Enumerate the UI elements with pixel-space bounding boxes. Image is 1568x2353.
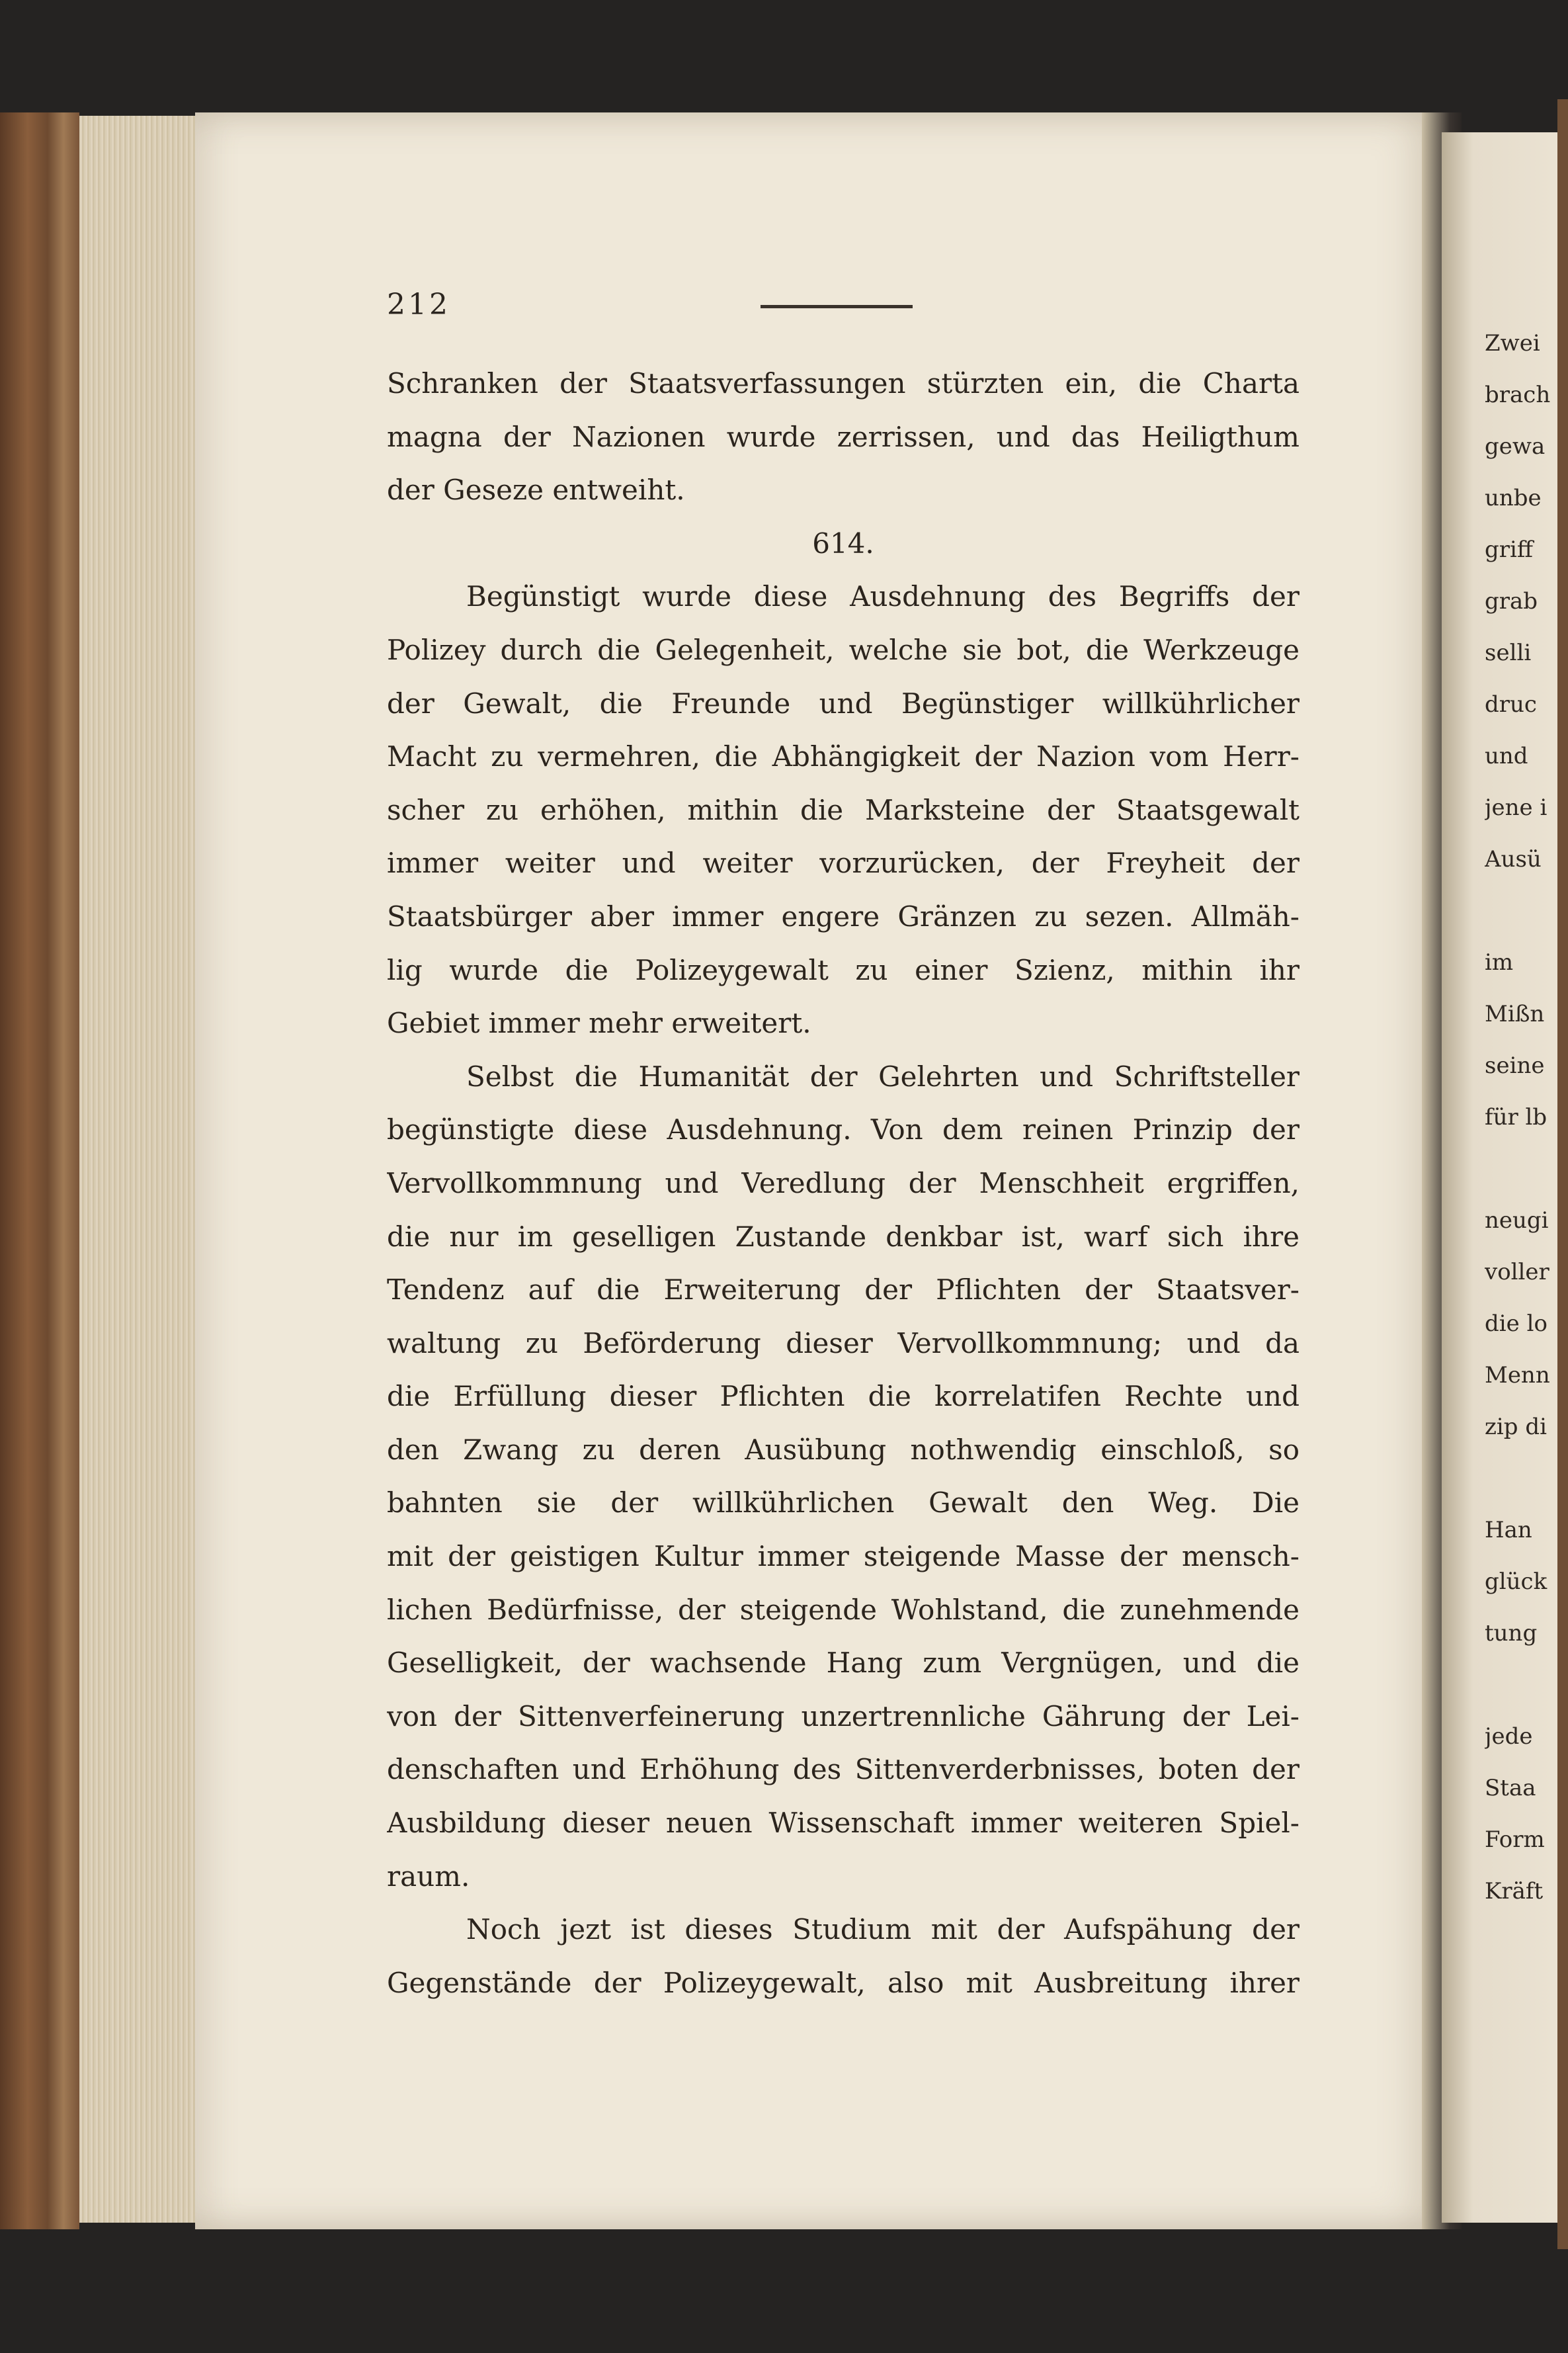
- fragment: [1485, 1453, 1561, 1504]
- text-line: Tendenz auf die Erweiterung der Pflichten der Staatsver-: [387, 1273, 1300, 1306]
- fragment: und: [1485, 743, 1528, 769]
- text-line: Noch jezt ist dieses Studium mit der Aufspähung der: [466, 1913, 1300, 1946]
- fragment: glück: [1485, 1568, 1547, 1595]
- fragment: gewa: [1485, 433, 1546, 460]
- fragment: Han: [1485, 1517, 1532, 1543]
- text-line: der Gewalt, die Freunde und Begünstiger willkührlicher: [387, 687, 1300, 720]
- facing-page-fragments: [1485, 318, 1561, 1917]
- fragment: die lo: [1485, 1310, 1547, 1337]
- text-line: Macht zu vermehren, die Abhängigkeit der Nazion vom Herr-: [387, 740, 1300, 773]
- fragment: Menn: [1485, 1362, 1550, 1389]
- text-line: immer weiter und weiter vorzurücken, der Freyheit der: [387, 847, 1300, 880]
- text-line: Gebiet immer mehr erweitert.: [387, 1007, 811, 1040]
- fragment: grab: [1485, 588, 1538, 615]
- header-rule: [761, 305, 913, 308]
- fragment: für lb: [1485, 1104, 1547, 1131]
- text-line: die nur im geselligen Zustande denkbar ist, warf sich ihre: [387, 1220, 1300, 1253]
- fragment: Zwei: [1485, 330, 1540, 357]
- fragment: druc: [1485, 691, 1537, 718]
- fragment: Staa: [1485, 1775, 1536, 1801]
- text-line: der Geseze entweiht.: [387, 474, 685, 507]
- text-line: Vervollkommnung und Veredlung der Menschheit ergriffen,: [387, 1166, 1300, 1199]
- fragment: selli: [1485, 640, 1532, 666]
- text-line: die Erfüllung dieser Pflichten die korrelatifen Rechte und: [387, 1380, 1300, 1413]
- fragment: jene i: [1485, 794, 1547, 821]
- fragment: voller: [1485, 1259, 1549, 1285]
- text-line: bahnten sie der willkührlichen Gewalt den Weg. Die: [387, 1486, 1300, 1519]
- text-line: lig wurde die Polizeygewalt zu einer Szienz, mithin ihr: [387, 953, 1300, 986]
- text-line: Begünstigt wurde diese Ausdehnung des Begriffs der: [466, 580, 1300, 613]
- text-line: Gegenstände der Polizeygewalt, also mit Ausbreitung ihrer: [387, 1966, 1300, 1999]
- fragment: jede: [1485, 1723, 1533, 1750]
- text-line: waltung zu Beförderung dieser Vervollkommnung; und da: [387, 1326, 1300, 1359]
- text-line: denschaften und Erhöhung des Sittenverderbnisses, boten der: [387, 1753, 1300, 1786]
- text-line: Ausbildung dieser neuen Wissenschaft immer weiteren Spiel-: [387, 1807, 1300, 1840]
- text-line: von der Sittenverfeinerung unzertrennliche Gährung der Lei-: [387, 1699, 1300, 1733]
- fragment: neugi: [1485, 1207, 1549, 1234]
- text-line: raum.: [387, 1860, 470, 1893]
- text-line: Staatsbürger aber immer engere Gränzen zu sezen. Allmäh-: [387, 900, 1300, 933]
- text-line: Schranken der Staatsverfassungen stürzten ein, die Charta: [387, 367, 1300, 400]
- fragment: seine: [1485, 1052, 1545, 1079]
- fragment: brach: [1485, 382, 1551, 408]
- fragment: Kräft: [1485, 1878, 1544, 1904]
- page-text: [387, 357, 1300, 2010]
- text-line: scher zu erhöhen, mithin die Marksteine der Staatsgewalt: [387, 793, 1300, 826]
- fragment: Ausü: [1485, 846, 1542, 873]
- page-number: 212: [387, 288, 450, 321]
- text-line: den Zwang zu deren Ausübung nothwendig einschloß, so: [387, 1433, 1300, 1466]
- fragment: Form: [1485, 1826, 1545, 1853]
- fragment: [1485, 1143, 1561, 1195]
- text-line: begünstigte diese Ausdehnung. Von dem reinen Prinzip der: [387, 1113, 1300, 1146]
- text-line: Selbst die Humanität der Gelehrten und Schriftsteller: [466, 1060, 1300, 1093]
- fragment: [1485, 1659, 1561, 1711]
- fragment: Mißn: [1485, 1001, 1545, 1027]
- text-line: mit der geistigen Kultur immer steigende Masse der mensch-: [387, 1540, 1300, 1573]
- fragment: zip di: [1485, 1414, 1547, 1440]
- text-line: magna der Nazionen wurde zerrissen, und das Heiligthum: [387, 420, 1300, 453]
- fragment: griff: [1485, 536, 1534, 563]
- page-edges: [79, 116, 195, 2223]
- fragment: [1485, 885, 1561, 937]
- text-line: lichen Bedürfnisse, der steigende Wohlstand, die zunehmende: [387, 1593, 1300, 1626]
- text-line: Polizey durch die Gelegenheit, welche sie bot, die Werkzeuge: [387, 633, 1300, 666]
- fragment: im: [1485, 949, 1514, 976]
- fragment: unbe: [1485, 485, 1542, 511]
- fragment: tung: [1485, 1620, 1538, 1647]
- book-cover-left: [0, 112, 79, 2229]
- text-line: Geselligkeit, der wachsende Hang zum Vergnügen, und die: [387, 1647, 1300, 1680]
- section-number: 614.: [812, 527, 874, 560]
